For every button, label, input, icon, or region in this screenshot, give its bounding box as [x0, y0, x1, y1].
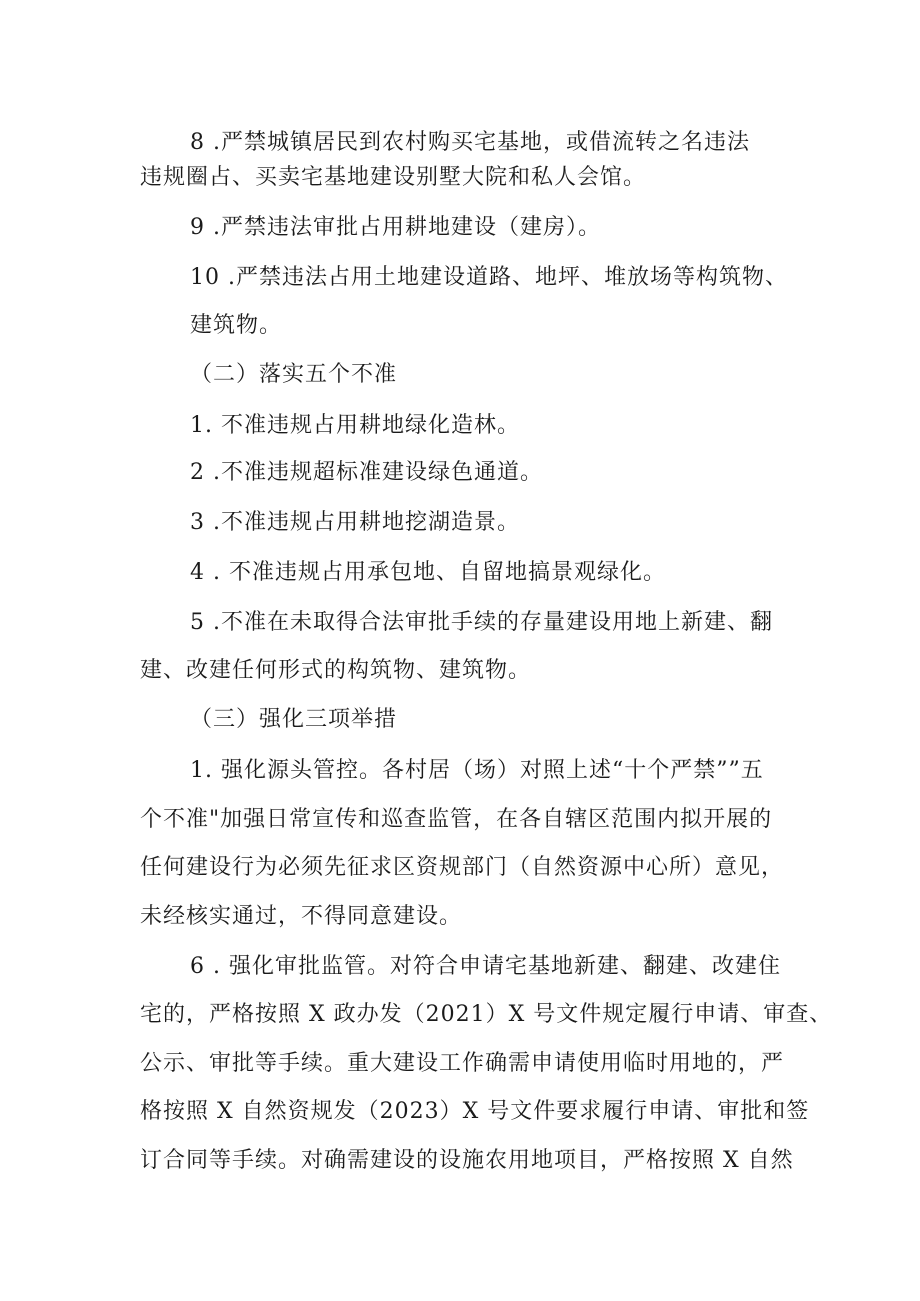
measure-6-line-3: 公示、审批等手续。重大建设工作确需申请使用临时用地的，严 — [140, 1051, 785, 1076]
rule-5-line-1: 5 .不准在未取得合法审批手续的存量建设用地上新建、翻 — [190, 610, 773, 635]
measure-6-line-2: 宅的，严格按照 X 政办发（2021）X 号文件规定履行申请、审查、 — [140, 1002, 833, 1027]
measure-6-line-5: 订合同等手续。对确需建设的设施农用地项目，严格按照 X 自然 — [140, 1148, 794, 1173]
measure-6-line-1: 6 . 强化审批监管。对符合申请宅基地新建、翻建、改建住 — [190, 954, 781, 979]
item-9: 9 .严禁违法审批占用耕地建设（建房）。 — [190, 215, 601, 240]
rule-4: 4 . 不准违规占用承包地、自留地搞景观绿化。 — [190, 560, 666, 585]
section-heading-3: （三）强化三项举措 — [190, 707, 398, 732]
item-8-line-2: 违规圈占、买卖宅基地建设别墅大院和私人会馆。 — [140, 165, 647, 190]
item-8-line-1: 8 .严禁城镇居民到农村购买宅基地，或借流转之名违法 — [190, 130, 750, 155]
rule-2: 2 .不准违规超标准建设绿色通道。 — [190, 460, 543, 485]
item-10-line-2: 建筑物。 — [190, 313, 283, 338]
rule-1: 1. 不准违规占用耕地绿化造林。 — [190, 413, 520, 438]
rule-3: 3 .不准违规占用耕地挖湖造景。 — [190, 510, 520, 535]
section-heading-2: （二）落实五个不准 — [190, 362, 398, 387]
measure-1-line-1: 1. 强化源头管控。各村居（场）对照上述“十个严禁””五 — [190, 758, 764, 783]
measure-1-line-2: 个不准"加强日常宣传和巡查监管，在各自辖区范围内拟开展的 — [140, 807, 773, 832]
rule-5-line-2: 建、改建任何形式的构筑物、建筑物。 — [140, 658, 532, 683]
measure-6-line-4: 格按照 X 自然资规发（2023）X 号文件要求履行申请、审批和签 — [140, 1099, 810, 1124]
measure-1-line-3: 任何建设行为必须先征求区资规部门（自然资源中心所）意见， — [140, 855, 785, 880]
item-10-line-1: 10 .严禁违法占用土地建设道路、地坪、堆放场等构筑物、 — [190, 265, 788, 290]
measure-1-line-4: 未经核实通过，不得同意建设。 — [140, 904, 463, 929]
